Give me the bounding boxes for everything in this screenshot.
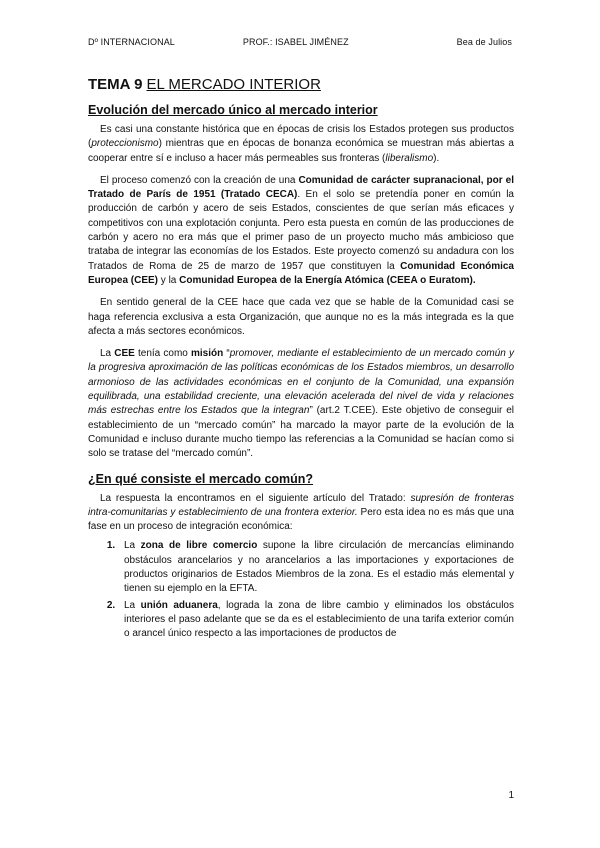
list-item: 2. La unión aduanera, lograda la zona de libre cambio y eliminados los obstáculos interiores el paso adelante que se da es el establecimiento de una tarifa exterior común o arancel único respecto a las importaciones de productos de (118, 599, 514, 642)
paragraph: El proceso comenzó con la creación de una Comunidad de carácter supranacional, por el Tratado de París de 1951 (Tratado CECA). En el solo se pretendía poner en común la producción de carbón y acero de seis Estados, conscientes de que serían más eficaces y competitivos con una explotación conjunta. Pero esta puesta en común de las producciones de carbón y acero no era más que el primer paso de un proyecto mucho más ambicioso que trataba de integrar las economías de los Estados. Este proyecto comenzó su andadura con los Tratados de Roma de 25 de marzo de 1957 que constituyen la Comunidad Económica Europea (CEE) y la Comunidad Europea de la Energía Atómica (CEEA o Euratom). (88, 174, 514, 286)
document-body (88, 76, 514, 644)
paragraph: La CEE tenía como misión “promover, mediante el establecimiento de un mercado común y la progresiva aproximación de las políticas económicas de los Estados miembros, un desarrollo armonioso de las actividades económicas en el conjunto de la Comunidad, una expansión equilibrada, una estabilidad creciente, una elevación acelerada del nivel de vida y relaciones más estrechas entre los Estados que la integran” (art.2 T.CEE). Este objetivo de conseguir el establecimiento de un “mercado común” ha marcado la mayor parte de la evolución de la Comunidad e incluso durante mucho tiempo las referencias a la Comunidad se hacían como si solo se tratase del “mercado común”. (88, 348, 515, 460)
page-number: 1 (508, 790, 514, 801)
list-item: 1. La zona de libre comercio supone la libre circulación de mercancías eliminando obstáculos arancelarios y no arancelarios a las importaciones y exportaciones de productos originarios de Estados Miembros de la zona. Es el estadio más elemental y tienen su ejemplo en la EFTA. (118, 539, 514, 596)
section1-heading: Evolución del mercado único al mercado interior (88, 103, 378, 117)
integration-stages-list (88, 539, 514, 641)
page-header (88, 37, 512, 47)
header-right: Bea de Julios (456, 37, 512, 47)
header-left: Dº INTERNACIONAL (88, 37, 175, 47)
paragraph: La respuesta la encontramos en el siguiente artículo del Tratado: supresión de fronteras intra-comunitarias y establecimiento de una frontera exterior. Pero esta idea no es más que una fase en un proceso de integración económica: (88, 492, 514, 533)
section2-heading: ¿En qué consiste el mercado común? (88, 471, 314, 486)
title-label: TEMA 9 (88, 76, 143, 93)
header-center: PROF.: ISABEL JIMÉNEZ (242, 37, 349, 47)
paragraph: En sentido general de la CEE hace que cada vez que se hable de la Comunidad casi se haga referencia exclusiva a esta Organización, que aunque no es la más integrada es la que afecta a más sectores económicos. (88, 297, 514, 337)
title-text: EL MERCADO INTERIOR (146, 76, 321, 93)
paragraph: Es casi una constante histórica que en épocas de crisis los Estados protegen sus productos (proteccionismo) mientras que en épocas de bonanza económica se muestran más abiertas a cooperar entre sí e incluso a hacer más permeables sus fronteras (liberalismo). (88, 124, 514, 164)
page-title (88, 76, 514, 93)
